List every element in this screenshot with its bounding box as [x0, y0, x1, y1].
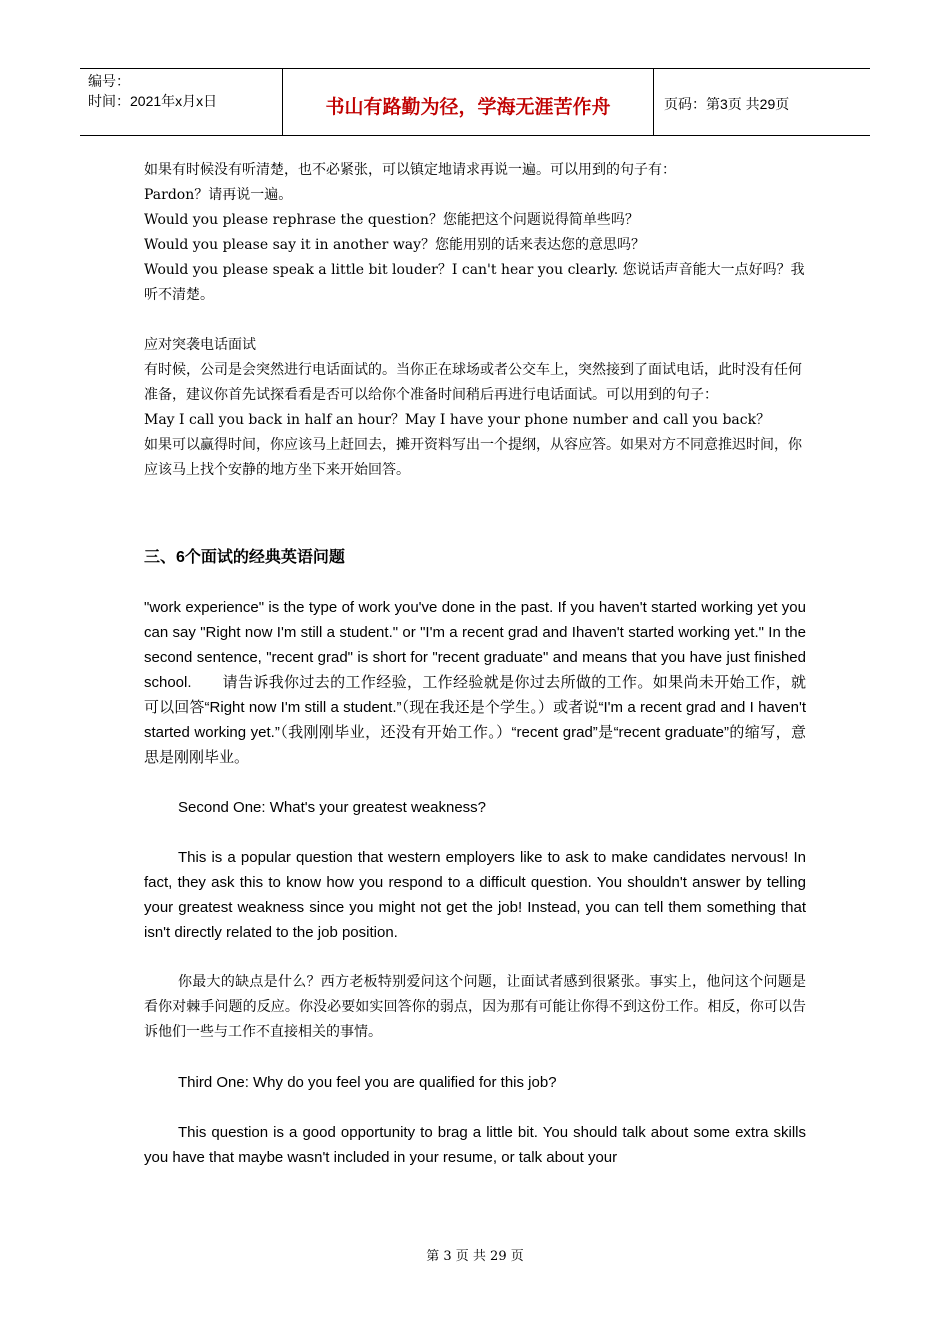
paragraph: 有时候，公司是会突然进行电话面试的。当你正在球场或者公交车上，突然接到了面试电话，此时没有任何准备，建议你首先试探看看是否可以给你个准备时间稍后再进行电话面试。可以用到的句子： [144, 362, 802, 403]
page-footer: 第 3 页 共 29 页 [426, 1249, 524, 1264]
paragraph: "work experience" is the type of work you've done in the past. If you haven't started working yet you can say "Right now I'm still a student." or "I'm a recent grad and Ihaven't started working yet." In the second sentence, "recent grad" is short for "recent graduate" and means that you have just finished school. 请告诉我你过去的工作经验，工作经验就是你过去所做的工作。如果尚未开始工作，就可以回答“Right now I'm still a student.”（现在我还是个学生。）或者说“I'm a recent grad and I haven't started working yet.”（我刚刚毕业，还没有开始工作。）“recent grad”是“recent graduate”的缩写，意思是刚刚毕业。 [144, 599, 806, 766]
motto: 书山有路勤为径，学海无涯苦作舟 [282, 69, 654, 135]
time-label: 时间：2021年x月x日 [88, 93, 218, 109]
paragraph: 你最大的缺点是什么？西方老板特别爱问这个问题，让面试者感到很紧张。事实上，他问这个问题是看你对棘手问题的反应。你没必要如实回答你的弱点，因为那有可能让你得不到这份工作。相反，你可以告诉他们一些与工作不直接相关的事情。 [144, 974, 806, 1040]
header-info-cell [80, 69, 282, 135]
paragraph: Pardon？请再说一遍。 [144, 187, 293, 203]
section-heading: 三、6个面试的经典英语问题 [144, 549, 345, 566]
page-label: 页码：第3页 共29页 [664, 96, 790, 112]
paragraph: May I call you back in half an hour？May I have your phone number and call you back？ [144, 412, 771, 428]
paragraph: Would you please say it in another way？您能用别的话来表达您的意思吗？ [144, 237, 646, 253]
paragraph: This question is a good opportunity to brag a little bit. You should talk about some extra skills you have that maybe wasn't included in your resume, or talk about your [144, 1124, 806, 1166]
paragraph: Would you please rephrase the question？您能把这个问题说得简单些吗？ [144, 212, 639, 228]
header-table [80, 68, 870, 136]
paragraph: Would you please speak a little bit louder？I can't hear you clearly. 您说话声音能大一点好吗？我听不清楚。 [144, 262, 805, 303]
paragraph: 如果可以赢得时间，你应该马上赶回去，摊开资料写出一个提纲，从容应答。如果对方不同意推迟时间，你应该马上找个安静的地方坐下来开始回答。 [144, 437, 802, 478]
number-label: 编号： [88, 73, 130, 89]
question-heading: Third One: Why do you feel you are qualified for this job? [178, 1074, 557, 1091]
paragraph: 如果有时候没有听清楚，也不必紧张，可以镇定地请求再说一遍。可以用到的句子有： [144, 162, 676, 178]
document-body [144, 158, 806, 1170]
question-heading: Second One: What's your greatest weakness? [178, 799, 487, 816]
paragraph: This is a popular question that western employers like to ask to make candidates nervous! In fact, they ask this to know how you respond to a difficult question. You shouldn't answer by telling your greatest weakness since you might not get the job! Instead, you can tell them something that isn't directly related to the job position. [144, 849, 806, 941]
section-title: 应对突袭电话面试 [144, 337, 256, 353]
